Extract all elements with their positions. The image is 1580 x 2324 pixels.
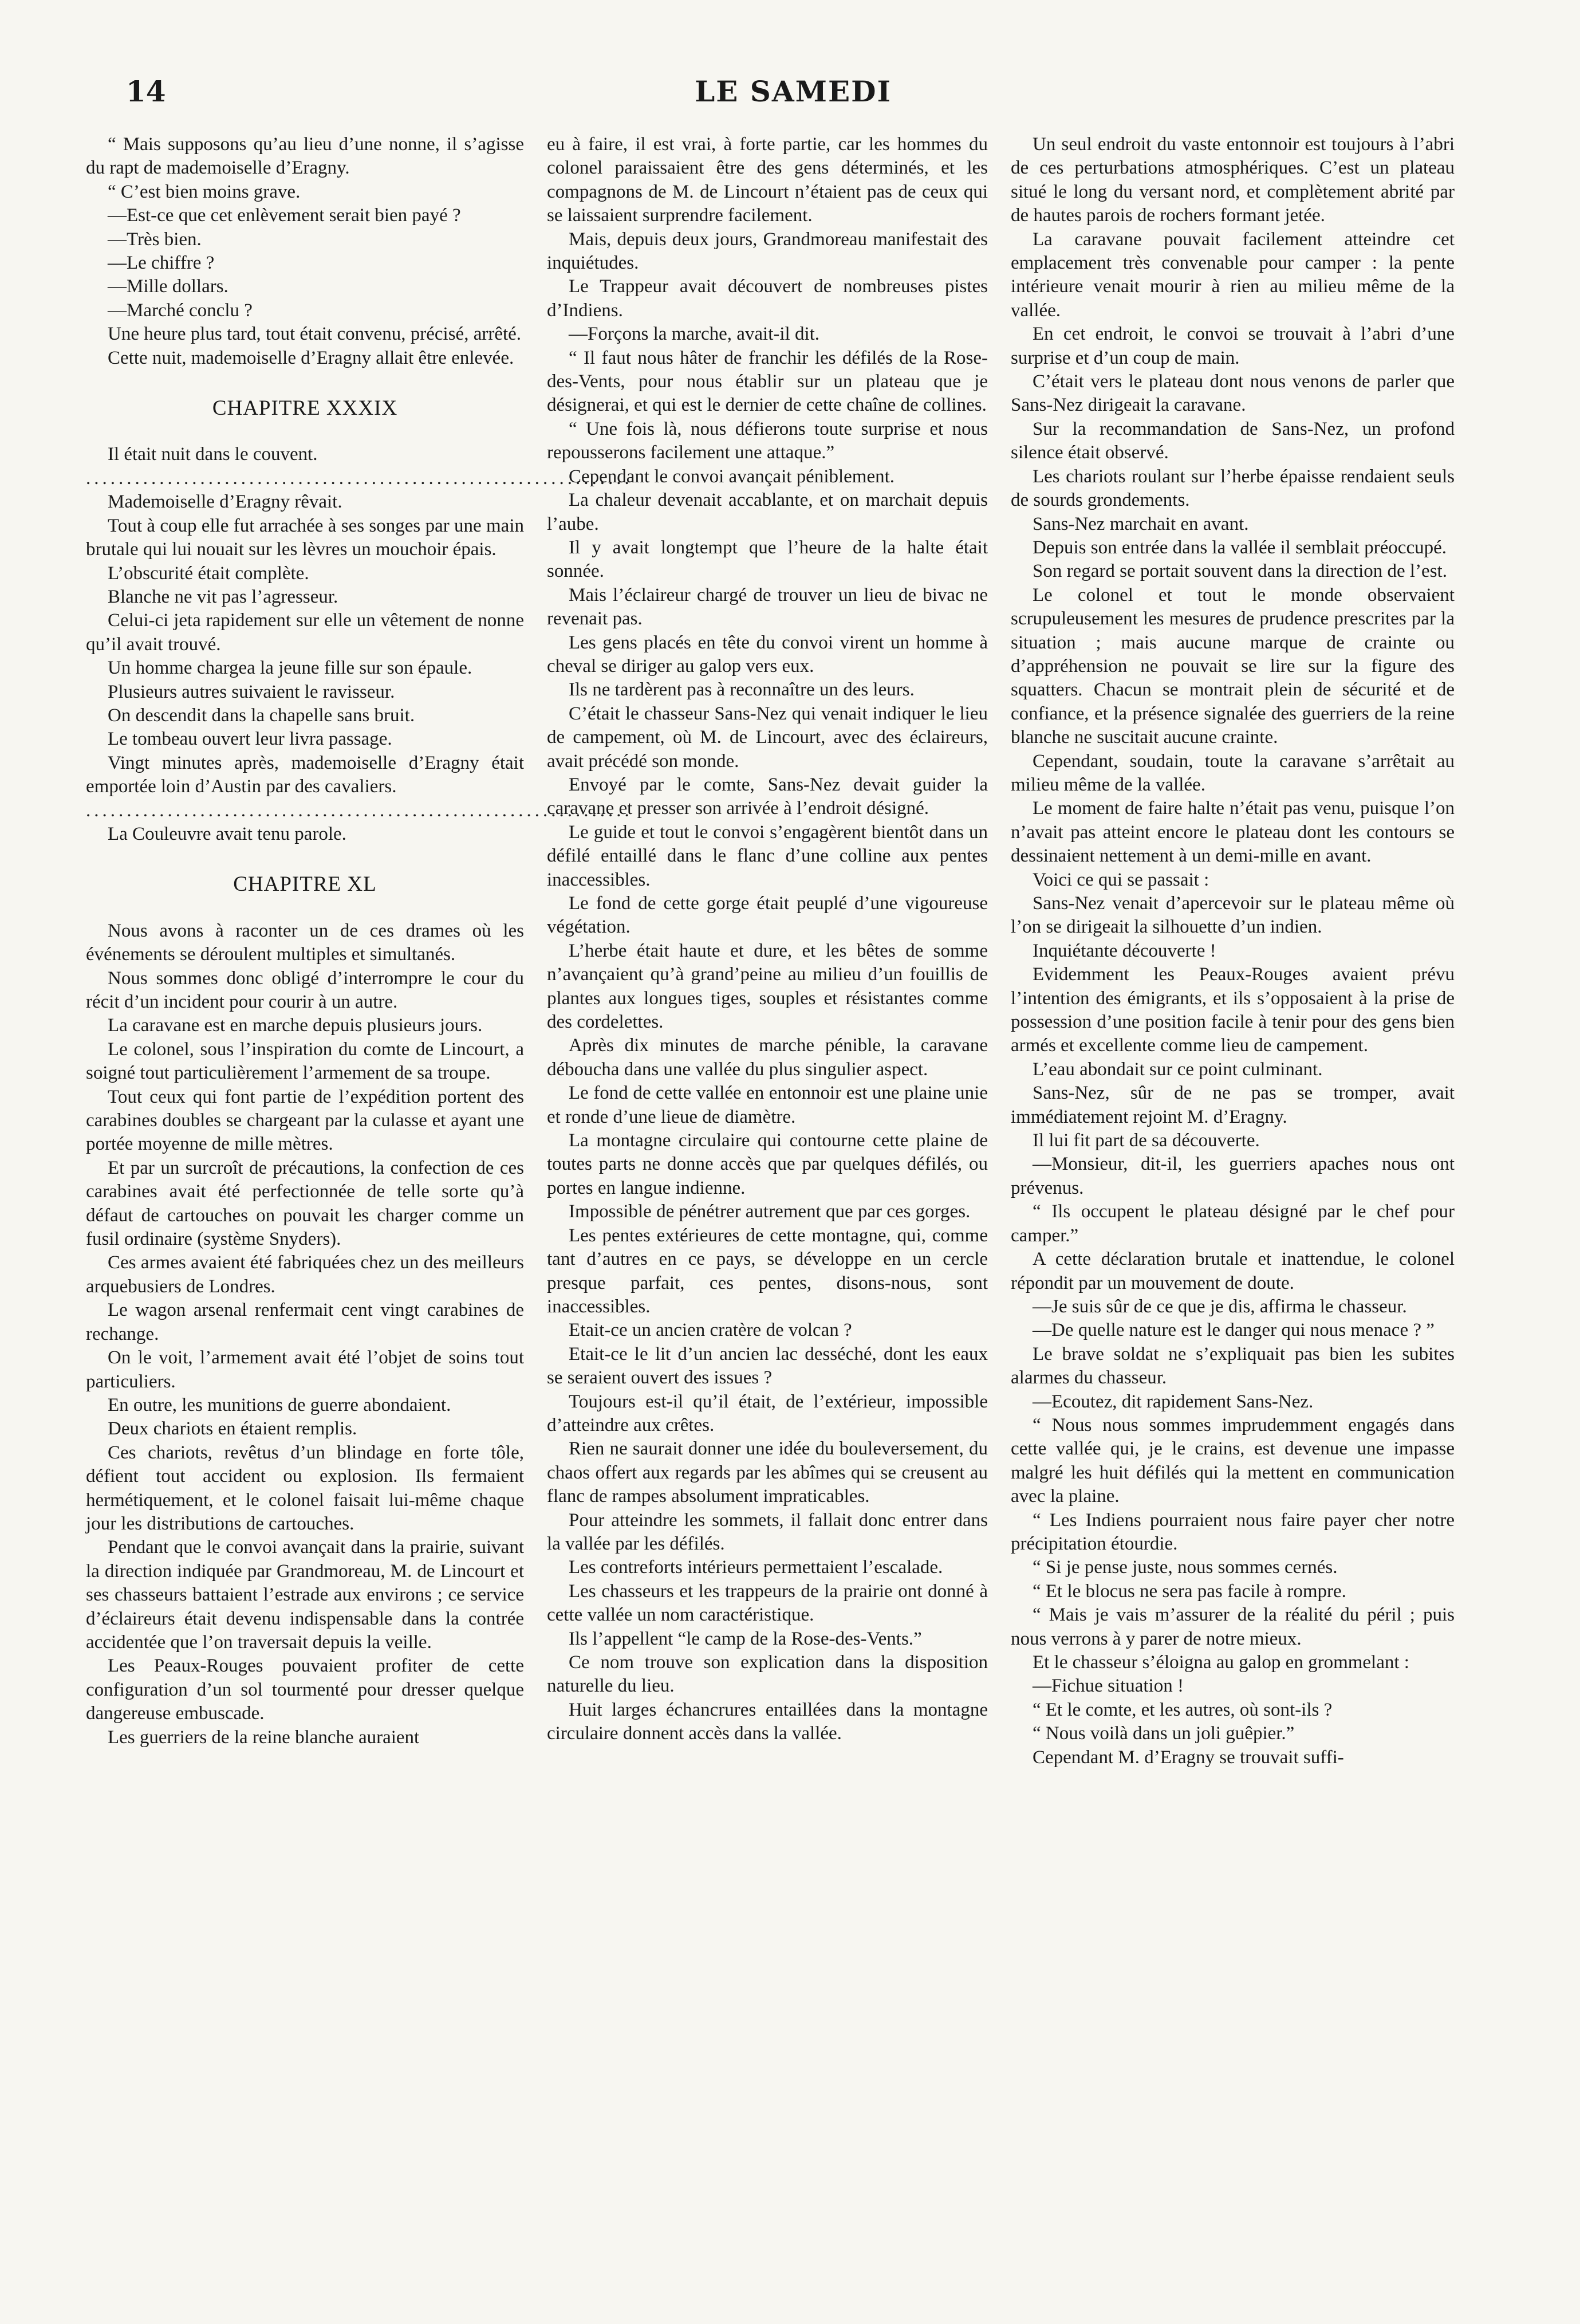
paragraph: Le colonel, sous l’inspiration du comte de Lincourt, a soigné tout particulièrement l’armement de sa troupe. — [86, 1039, 524, 1084]
paragraph: Le colonel et tout le monde observaient scrupuleusement les mesures de prudence prescrites par la situation ; mais aucune marque de crainte ou d’appréhension ne pouvait se lire sur la figure des squatters. Chacun se montrait plein de sécurité et de confiance, et la présence signalée des guerriers de la reine blanche ne suscitait aucune crainte. — [1011, 584, 1455, 748]
paragraph: Le wagon arsenal renfermait cent vingt carabines de rechange. — [86, 1300, 524, 1344]
paragraph: Ils ne tardèrent pas à reconnaître un des leurs. — [569, 679, 915, 701]
paragraph: Depuis son entrée dans la vallée il semblait préoccupé. — [1033, 537, 1447, 558]
paragraph: Un seul endroit du vaste entonnoir est toujours à l’abri de ces perturbations atmosphériques. C’est un plateau situé le long du versant nord, et complètement abrité par de hautes parois de rochers formant jetée. — [1011, 134, 1455, 226]
paragraph: Etait-ce un ancien cratère de volcan ? — [569, 1320, 852, 1341]
paragraph: Le fond de cette gorge était peuplé d’une vigoureuse végétation. — [547, 893, 988, 938]
paragraph: “ Nous voilà dans un joli guêpier.” — [1033, 1723, 1295, 1744]
paragraph: —Marché conclu ? — [108, 300, 253, 321]
paragraph: Vingt minutes après, mademoiselle d’Eragny était emportée loin d’Austin par des cavaliers. — [86, 752, 524, 797]
chapter-heading: CHAPITRE XL — [233, 872, 377, 896]
paragraph: Le moment de faire halte n’était pas venu, puisque l’on n’avait pas atteint encore le plateau dont les contours se dessinaient nettement à un demi-mille en avant. — [1011, 798, 1455, 867]
paragraph: La caravane pouvait facilement atteindre cet emplacement très convenable pour camper : la pente intérieure venait mourir à rien au milieu même de la vallée. — [1011, 229, 1455, 321]
paragraph: —Mille dollars. — [108, 276, 228, 297]
paragraph: Pendant que le convoi avançait dans la prairie, suivant la direction indiquée par Grandmoreau, M. de Lincourt et ses chasseurs battaient l’estrade aux environs ; ce service d’éclaireurs était devenu indispensable dans la contrée accidentée que l’on traversait depuis la veille. — [86, 1537, 524, 1653]
paragraph: “ Mais je vais m’assurer de la réalité du péril ; puis nous verrons à y parer de notre mieux. — [1011, 1605, 1455, 1649]
paragraph: Deux chariots en étaient remplis. — [108, 1418, 357, 1440]
paragraph: Il était nuit dans le couvent. — [108, 444, 318, 465]
paragraph: Le Trappeur avait découvert de nombreuses pistes d’Indiens. — [547, 276, 988, 321]
paragraph: Celui-ci jeta rapidement sur elle un vêtement de nonne qu’il avait trouvé. — [86, 610, 524, 655]
paragraph: En outre, les munitions de guerre abondaient. — [108, 1394, 451, 1415]
paragraph: Le fond de cette vallée en entonnoir est une plaine unie et ronde d’une lieue de diamètre. — [547, 1083, 988, 1127]
paragraph: Ces chariots, revêtus d’un blindage en forte tôle, défient tout accident ou explosion. Ils fermaient hermétiquement, et le colonel faisait lui-même chaque jour les distributions de cartouches. — [86, 1442, 524, 1534]
paragraph: “ Les Indiens pourraient nous faire payer cher notre précipitation étourdie. — [1011, 1509, 1455, 1554]
running-title: LE SAMEDI — [695, 74, 892, 108]
paragraph: Mais, depuis deux jours, Grandmoreau manifestait des inquiétudes. — [547, 229, 988, 274]
paragraph: —De quelle nature est le danger qui nous menace ? ” — [1033, 1320, 1435, 1341]
paragraph: A cette déclaration brutale et inattendue, le colonel répondit par un mouvement de doute. — [1011, 1249, 1455, 1293]
paragraph: La montagne circulaire qui contourne cette plaine de toutes parts ne donne accès que par quelques défilés, ou portes en langue indienne. — [547, 1130, 988, 1198]
paragraph: “ Il faut nous hâter de franchir les défilés de la Rose-des-Vents, pour nous établir sur un plateau que je désignerai, et qui est le dernier de cette chaîne de collines. — [547, 347, 988, 416]
paragraph: Et par un surcroît de précautions, la confection de ces carabines avait été perfectionnée de telle sorte qu’à défaut de cartouches on pouvait les charger comme un fusil ordinaire (système Snyders). — [86, 1157, 524, 1250]
separator-dots: ................................................................... — [86, 467, 633, 489]
paragraph: “ Ils occupent le plateau désigné par le chef pour camper.” — [1011, 1201, 1455, 1246]
paragraph: L’herbe était haute et dure, et les bêtes de somme n’avançaient qu’à grand’peine au milieu d’un fouillis de plantes aux longues tiges, souples et résistantes comme des cordelettes. — [547, 940, 988, 1033]
paragraph: Sans-Nez, sûr de ne pas se tromper, avait immédiatement rejoint M. d’Eragny. — [1011, 1083, 1455, 1127]
paragraph: Il lui fit part de sa découverte. — [1033, 1130, 1260, 1151]
paragraph: Cependant le convoi avançait péniblement. — [569, 466, 895, 487]
paragraph: Après dix minutes de marche pénible, la caravane déboucha dans une vallée du plus singulier aspect. — [547, 1035, 988, 1080]
separator-dots: ................................................................... — [86, 800, 633, 821]
paragraph: Mademoiselle d’Eragny rêvait. — [108, 491, 342, 513]
paragraph: —Monsieur, dit-il, les guerriers apaches nous ont prévenus. — [1011, 1154, 1455, 1198]
paragraph: En cet endroit, le convoi se trouvait à l’abri d’une surprise et d’un coup de main. — [1011, 324, 1455, 368]
paragraph: “ Mais supposons qu’au lieu d’une nonne, il s’agisse du rapt de mademoiselle d’Eragny. — [86, 134, 524, 179]
paragraph: Envoyé par le comte, Sans-Nez devait guider la caravane et presser son arrivée à l’endroit désigné. — [547, 774, 988, 819]
paragraph: Nous sommes donc obligé d’interrompre le cour du récit d’un incident pour courir à un autre. — [86, 968, 524, 1012]
text-column-1 — [86, 133, 633, 2298]
paragraph: Sans-Nez venait d’apercevoir sur le plateau même où l’on se dirigeait la silhouette d’un indien. — [1011, 893, 1455, 938]
paragraph: Rien ne saurait donner une idée du bouleversement, du chaos offert aux regards par les abîmes qui se creusent au flanc de rampes absolument impraticables. — [547, 1438, 988, 1507]
text-column-2 — [547, 133, 988, 2298]
paragraph: Les chasseurs et les trappeurs de la prairie ont donné à cette vallée un nom caractéristique. — [547, 1580, 988, 1626]
paragraph: Tout ceux qui font partie de l’expédition portent des carabines doubles se chargeant par la culasse et ayant une portée moyenne de mille mètres. — [86, 1086, 524, 1155]
paragraph: Tout à coup elle fut arrachée à ses songes par une main brutale qui lui nouait sur les lèvres un mouchoir épais. — [86, 515, 524, 560]
paragraph: On descendit dans la chapelle sans bruit. — [108, 705, 415, 726]
page-header — [126, 74, 1460, 120]
paragraph: On le voit, l’armement avait été l’objet de soins tout particuliers. — [86, 1347, 524, 1392]
paragraph: Sur la recommandation de Sans-Nez, un profond silence était observé. — [1011, 418, 1455, 463]
paragraph: Et le chasseur s’éloigna au galop en grommelant : — [1033, 1652, 1409, 1673]
paragraph: Cependant, soudain, toute la caravane s’arrêtait au milieu même de la vallée. — [1011, 750, 1455, 795]
paragraph: C’était le chasseur Sans-Nez qui venait indiquer le lieu de campement, où M. de Lincourt, avec des éclaireurs, avait précédé son monde. — [547, 703, 988, 772]
paragraph: La Couleuvre avait tenu parole. — [108, 823, 346, 844]
paragraph: —Forçons la marche, avait-il dit. — [569, 324, 820, 345]
paragraph: Une heure plus tard, tout était convenu, précisé, arrêté. — [108, 324, 522, 345]
paragraph: Les chariots roulant sur l’herbe épaisse rendaient seuls de sourds grondements. — [1011, 466, 1455, 511]
paragraph: Les contreforts intérieurs permettaient l’escalade. — [569, 1557, 943, 1578]
paragraph: Pour atteindre les sommets, il fallait donc entrer dans la vallée par les défilés. — [547, 1509, 988, 1554]
paragraph: Ces armes avaient été fabriquées chez un des meilleurs arquebusiers de Londres. — [86, 1252, 524, 1297]
paragraph: Ce nom trouve son explication dans la disposition naturelle du lieu. — [547, 1652, 988, 1697]
paragraph: Huit larges échancrures entaillées dans la montagne circulaire donnent accès dans la vallée. — [547, 1699, 988, 1744]
paragraph: Son regard se portait souvent dans la direction de l’est. — [1033, 561, 1447, 582]
paragraph: Inquiétante découverte ! — [1033, 940, 1216, 961]
paragraph: Toujours est-il qu’il était, de l’extérieur, impossible d’atteindre aux crêtes. — [547, 1391, 988, 1436]
paragraph: “ Une fois là, nous défierons toute surprise et nous repousserons facilement une attaque.” — [547, 418, 988, 463]
paragraph: La chaleur devenait accablante, et on marchait depuis l’aube. — [547, 490, 988, 534]
paragraph: —Ecoutez, dit rapidement Sans-Nez. — [1033, 1391, 1314, 1412]
paragraph: “ Et le blocus ne sera pas facile à rompre. — [1033, 1580, 1346, 1602]
chapter-heading: CHAPITRE XXXIX — [212, 396, 398, 420]
paragraph: Un homme chargea la jeune fille sur son épaule. — [108, 658, 472, 679]
paragraph: eu à faire, il est vrai, à forte partie, car les hommes du colonel paraissaient être des gens déterminés, et les compagnons de M. de Lincourt n’étaient pas de ceux qui se laissaient surprendre facilement. — [547, 134, 988, 226]
paragraph: Voici ce qui se passait : — [1033, 869, 1209, 890]
paragraph: —Je suis sûr de ce que je dis, affirma le chasseur. — [1033, 1296, 1407, 1317]
paragraph: Plusieurs autres suivaient le ravisseur. — [108, 681, 395, 702]
paragraph: —Le chiffre ? — [108, 253, 215, 274]
paragraph: Nous avons à raconter un de ces drames où les événements se déroulent multiples et simultanés. — [86, 920, 524, 965]
paragraph: Les guerriers de la reine blanche auraient — [108, 1727, 420, 1748]
paragraph: “ C’est bien moins grave. — [108, 181, 301, 202]
paragraph: “ Nous nous sommes imprudemment engagés dans cette vallée qui, je le crains, est devenue une impasse malgré les huit défilés qui la mettent en communication avec la plaine. — [1011, 1414, 1455, 1507]
paragraph: Les pentes extérieures de cette montagne, qui, comme tant d’autres en ce pays, se développe en un cercle presque parfait, ces pentes, disons-nous, sont inaccessibles. — [547, 1225, 988, 1317]
paragraph: Le tombeau ouvert leur livra passage. — [108, 729, 392, 750]
paragraph: Impossible de pénétrer autrement que par ces gorges. — [569, 1201, 971, 1222]
page-number: 14 — [126, 74, 166, 108]
paragraph: Cependant M. d’Eragny se trouvait suffi- — [1033, 1747, 1344, 1768]
paragraph: Blanche ne vit pas l’agresseur. — [108, 586, 338, 607]
paragraph: —Fichue situation ! — [1033, 1676, 1184, 1697]
paragraph: La caravane est en marche depuis plusieurs jours. — [108, 1015, 483, 1036]
paragraph: L’eau abondait sur ce point culminant. — [1033, 1059, 1323, 1080]
paragraph: C’était vers le plateau dont nous venons de parler que Sans-Nez dirigeait la caravane. — [1011, 371, 1455, 416]
paragraph: Sans-Nez marchait en avant. — [1033, 513, 1249, 534]
paragraph: Evidemment les Peaux-Rouges avaient prévu l’intention des émigrants, et ils s’opposaient à la prise de possession d’une position facile à tenir pour des gens bien armés et excellente comme lieu de campement. — [1011, 964, 1455, 1056]
paragraph: Mais l’éclaireur chargé de trouver un lieu de bivac ne revenait pas. — [547, 584, 988, 630]
paragraph: —Très bien. — [108, 229, 202, 250]
text-column-3 — [1011, 133, 1455, 2298]
paragraph: Les Peaux-Rouges pouvaient profiter de cette configuration d’un sol tourmenté pour dresser quelque dangereuse embuscade. — [86, 1655, 524, 1724]
paragraph: Les gens placés en tête du convoi virent un homme à cheval se diriger au galop vers eux. — [547, 632, 988, 677]
paragraph: “ Et le comte, et les autres, où sont-ils ? — [1033, 1699, 1333, 1720]
paragraph: Cette nuit, mademoiselle d’Eragny allait être enlevée. — [108, 347, 514, 368]
paragraph: Etait-ce le lit d’un ancien lac desséché, dont les eaux se seraient ouvert des issues ? — [547, 1343, 988, 1389]
paragraph: Le brave soldat ne s’expliquait pas bien les subites alarmes du chasseur. — [1011, 1343, 1455, 1389]
paragraph: “ Si je pense juste, nous sommes cernés. — [1033, 1557, 1338, 1578]
paragraph: Il y avait longtempt que l’heure de la halte était sonnée. — [547, 537, 988, 582]
paragraph: Ils l’appellent “le camp de la Rose-des-Vents.” — [569, 1628, 922, 1649]
paragraph: —Est-ce que cet enlèvement serait bien payé ? — [108, 205, 461, 226]
paragraph: Le guide et tout le convoi s’engagèrent bientôt dans un défilé entaillé dans le flanc d’une colline aux pentes inaccessibles. — [547, 821, 988, 890]
paragraph: L’obscurité était complète. — [108, 563, 309, 584]
